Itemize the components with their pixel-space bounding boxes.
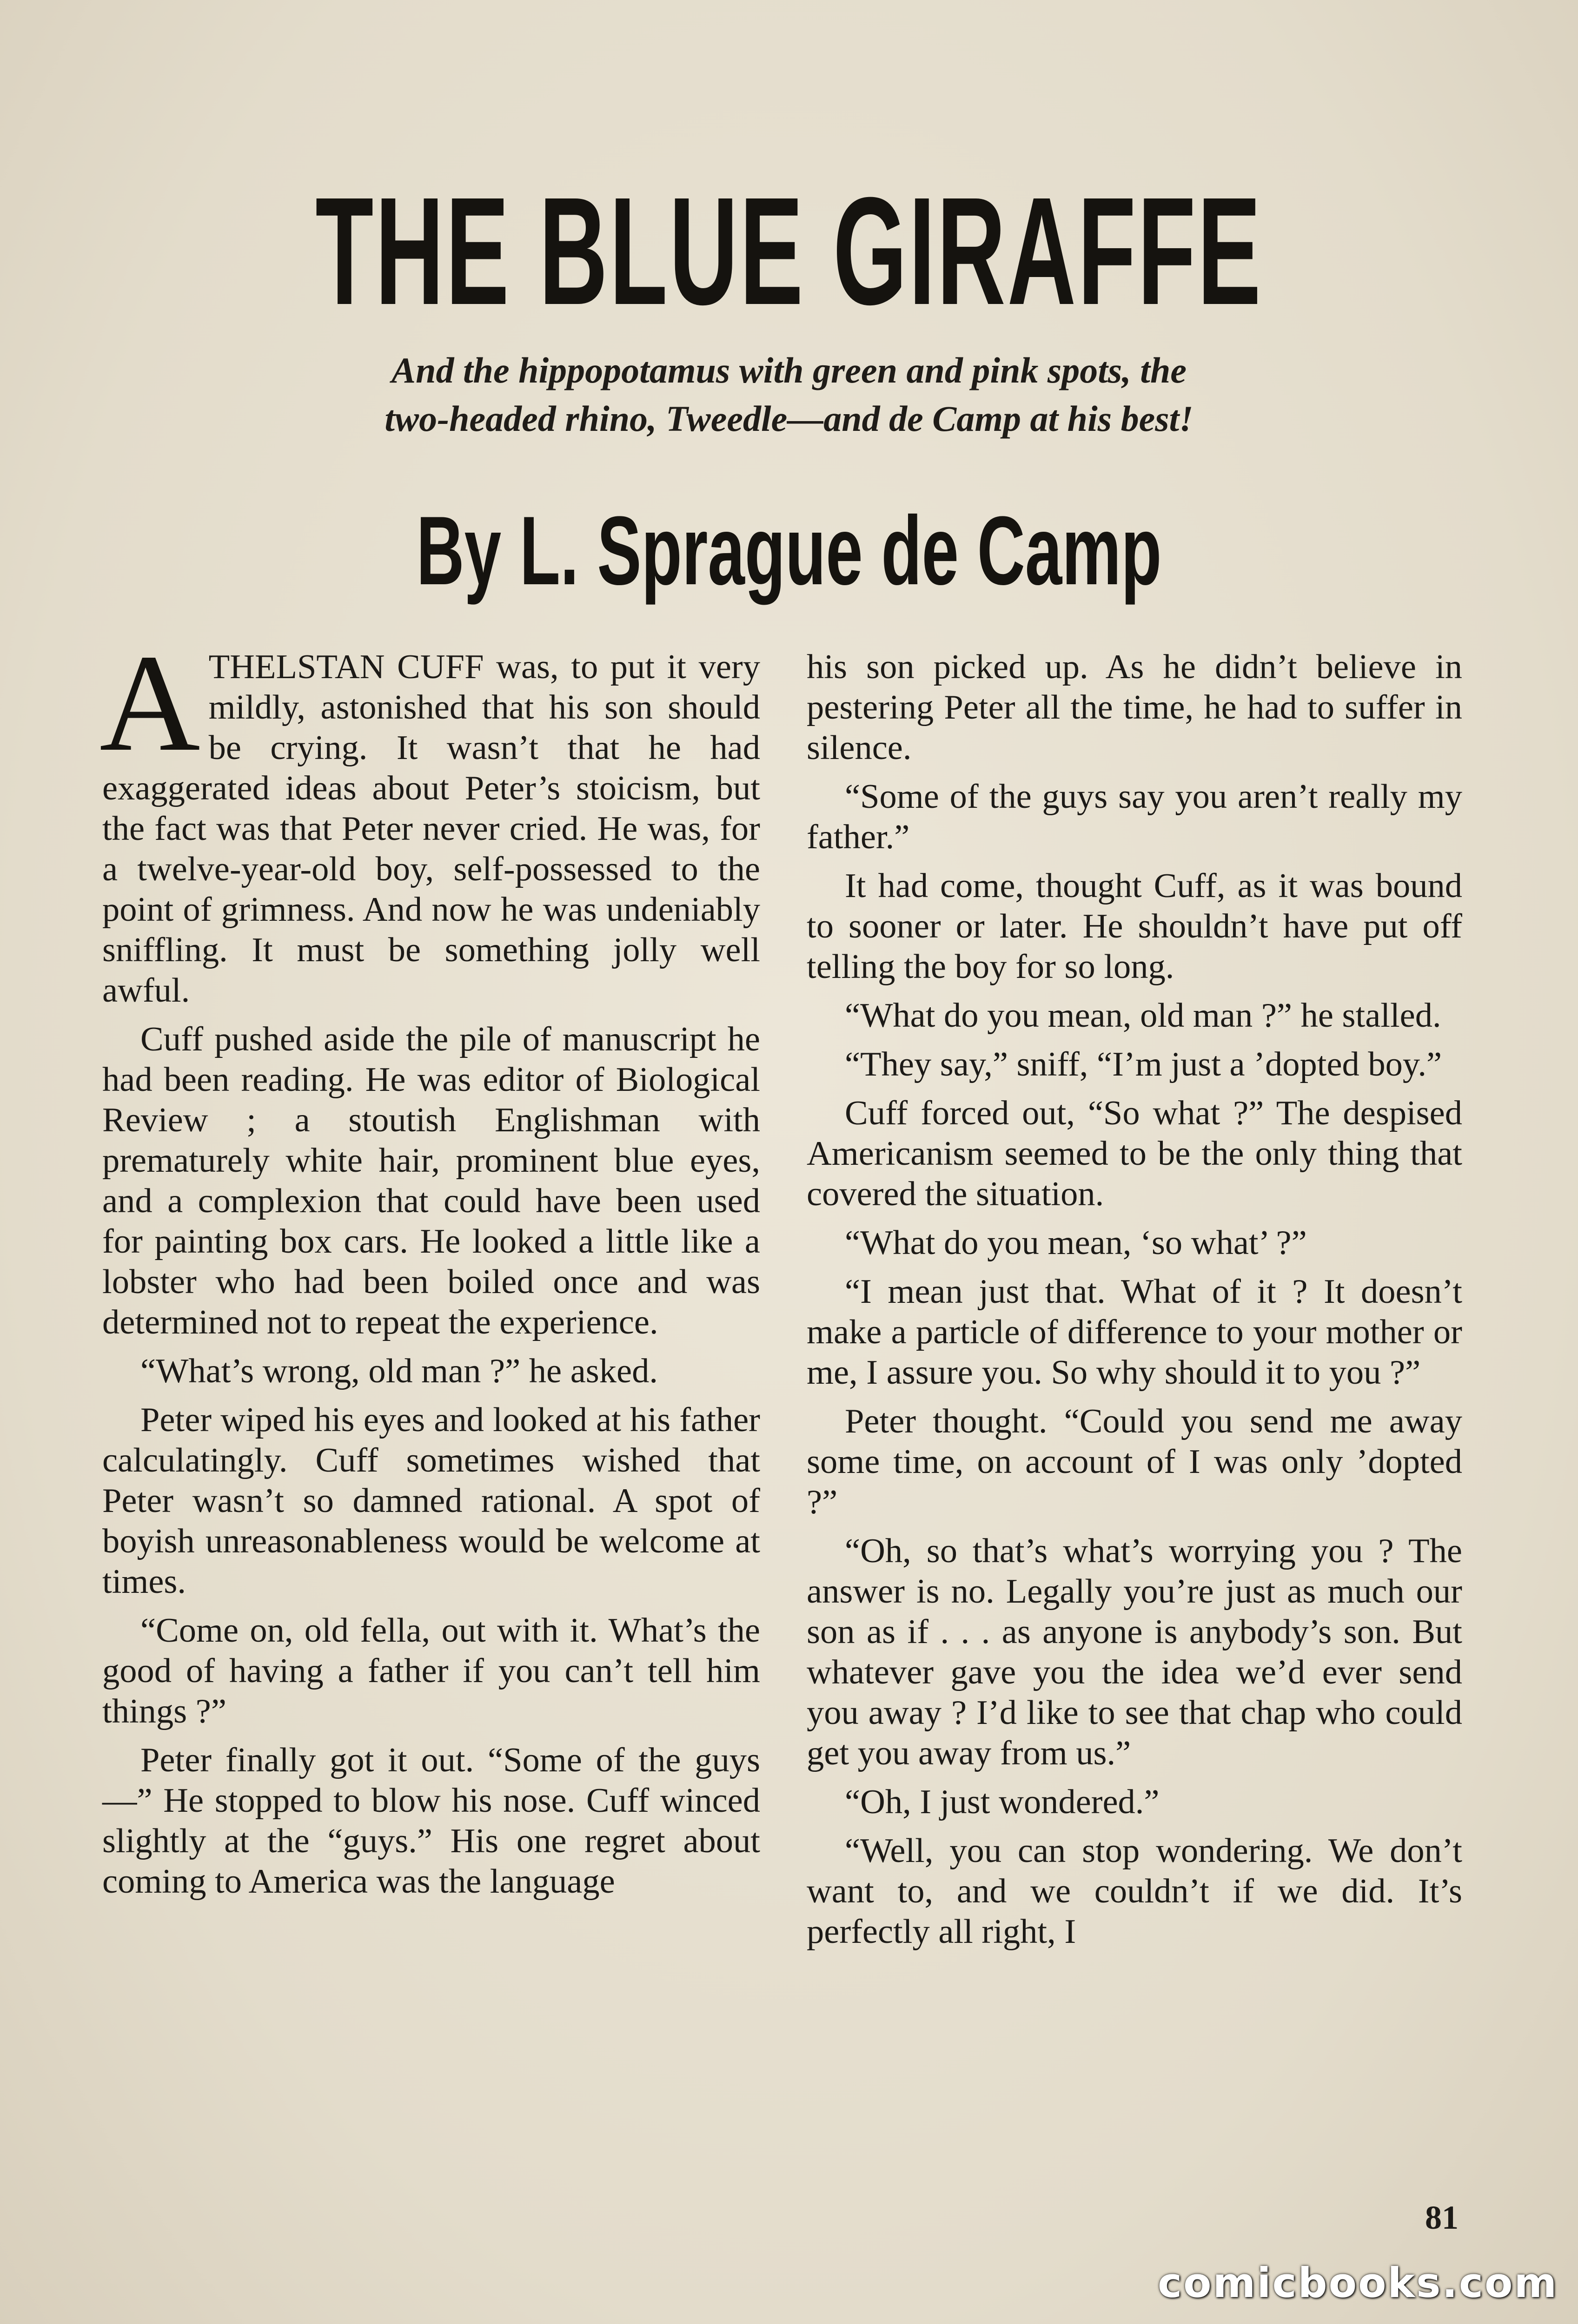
paragraph: Cuff forced out, “So what ?” The despised Americanism seemed to be the only thing that covered the situation.	[807, 1094, 1462, 1213]
paragraph: his son picked up. As he didn’t believe in pestering Peter all the time, he had to suffer in silence.	[807, 648, 1462, 767]
paragraph: It had come, thought Cuff, as it was bound to sooner or later. He shouldn’t have put off telling the boy for so long.	[807, 867, 1462, 986]
paragraph: “I mean just that. What of it ? It doesn’t make a particle of difference to your mother or me, I assure you. So why should it to you ?”	[807, 1273, 1462, 1392]
paragraph: Peter thought. “Could you send me away some time, on account of I was only ’dopted ?”	[807, 1402, 1462, 1521]
paragraph: “Oh, I just wondered.”	[845, 1783, 1160, 1821]
paragraph-text: THELSTAN CUFF was, to put it very mildly, astonished that his son should be crying. It wasn’t that he had exaggerated ideas about Peter’s stoicism, but the fact was that Peter never cried. He was, for a twelve-year-old boy, self-possessed to the point of grimness. And now he was undeniably sniffling. It must be something jolly well awful.	[102, 648, 760, 1010]
paragraph: “Oh, so that’s what’s worrying you ? The answer is no. Legally you’re just as much our son as if . . . as anyone is anybody’s son. But whatever gave you the idea we’d ever send you away ? I’d like to see that chap who could get you away from us.”	[807, 1532, 1462, 1772]
paragraph: Peter wiped his eyes and looked at his father calculatingly. Cuff sometimes wished that Peter wasn’t so damned rational. A spot of boyish unreasonableness would be welcome at times.	[102, 1401, 760, 1601]
story-deck	[0, 346, 1578, 443]
paragraph: “They say,” sniff, “I’m just a ’dopted boy.”	[845, 1045, 1442, 1083]
paragraph: “Well, you can stop wondering. We don’t want to, and we couldn’t if we did. It’s perfectly all right, I	[807, 1832, 1462, 1951]
text-column-left	[99, 626, 760, 1910]
text-column-right	[807, 647, 1462, 1961]
paragraph	[99, 626, 760, 1011]
deck-line-1: And the hippopotamus with green and pink spots, the	[391, 350, 1187, 390]
paragraph: “Some of the guys say you aren’t really my father.”	[807, 778, 1462, 856]
site-watermark: comicbooks.com	[1158, 2259, 1558, 2307]
paragraph: “What’s wrong, old man ?” he asked.	[140, 1352, 658, 1390]
paragraph: Cuff pushed aside the pile of manuscript he had been reading. He was editor of Biological Review ; a stoutish Englishman with prematurely white hair, prominent blue eyes, and a complexion that could have been used for painting box cars. He looked a little like a lobster who had been boiled once and was determined not to repeat the experience.	[102, 1020, 760, 1341]
page-number: 81	[1425, 2199, 1459, 2236]
paragraph: “What do you mean, old man ?” he stalled.	[845, 997, 1441, 1035]
drop-cap: A	[99, 626, 200, 780]
deck-line-2: two-headed rhino, Tweedle—and de Camp at his best!	[385, 398, 1193, 439]
story-title: THE BLUE GIRAFFE	[315, 165, 1263, 337]
paragraph: “Come on, old fella, out with it. What’s the good of having a father if you can’t tell him things ?”	[102, 1611, 760, 1730]
author-byline: By L. Sprague de Camp	[416, 496, 1162, 605]
paragraph: Peter finally got it out. “Some of the guys—” He stopped to blow his nose. Cuff winced slightly at the “guys.” His one regret about coming to America was the language	[102, 1741, 760, 1901]
paragraph: “What do you mean, ‘so what’ ?”	[845, 1224, 1307, 1262]
